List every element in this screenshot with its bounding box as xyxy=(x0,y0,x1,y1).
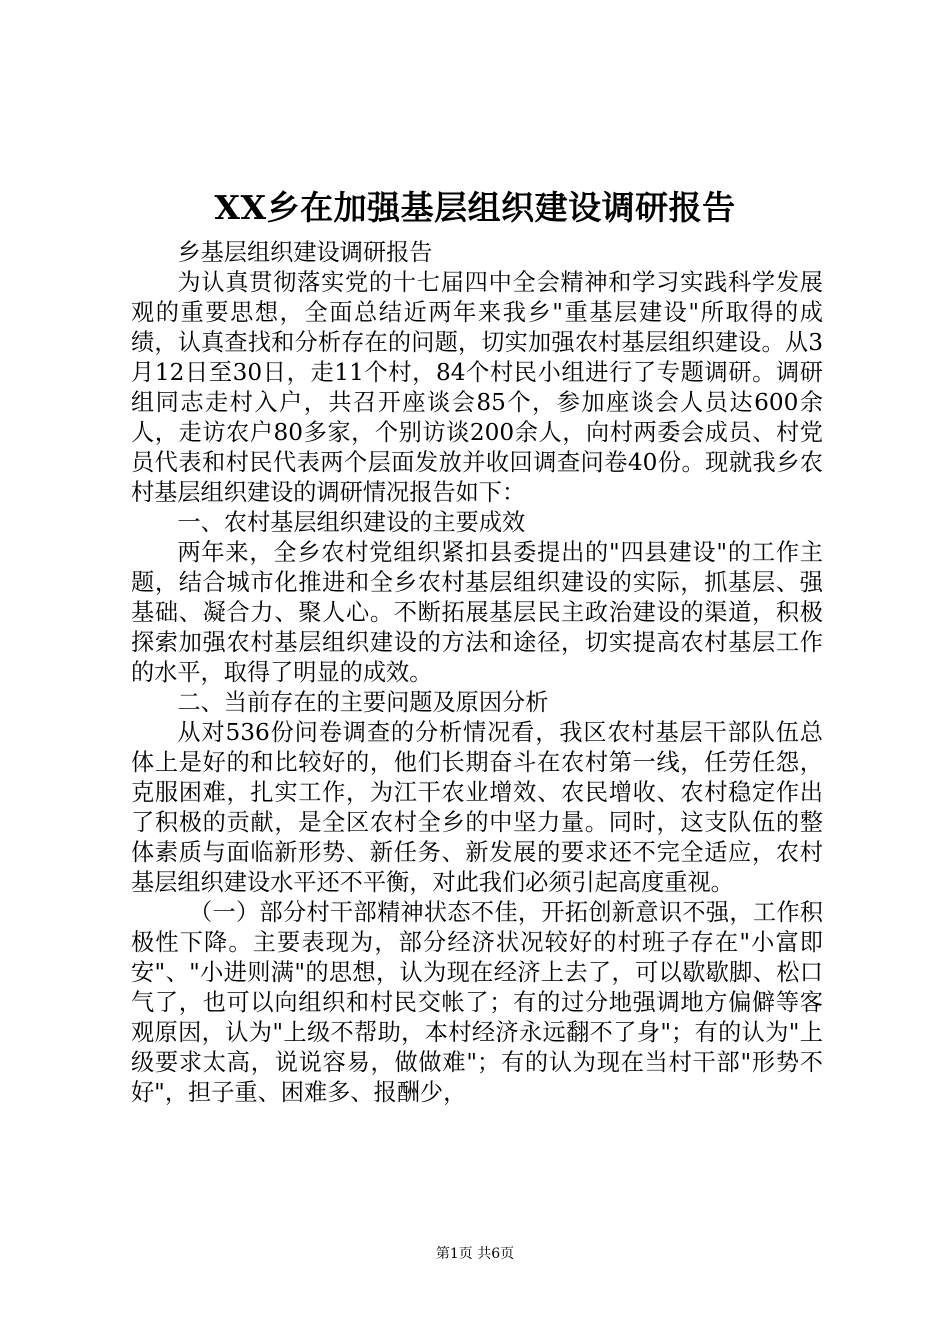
subsection-1-paragraph: （一）部分村干部精神状态不佳，开拓创新意识不强，工作积极性下降。主要表现为，部分经济状况较好的村班子存在"小富即安"、"小进则满"的思想，认为现在经济上去了，可以歇歇脚、松口气了，也可以向组织和村民交帐了；有的过分地强调地方偏僻等客观原因，认为"上级不帮助，本村经济永远翻不了身"；有的认为"上级要求太高，说说容易，做做难"；有的认为现在当村干部"形势不好"，担子重、困难多、报酬少， xyxy=(131,899,823,1106)
intro-paragraph: 为认真贯彻落实党的十七届四中全会精神和学习实践科学发展观的重要思想，全面总结近两年来我乡"重基层建设"所取得的成绩，认真查找和分析存在的问题，切实加强农村基层组织建设。从3月12日至30日，走11个村，84个村民小组进行了专题调研。调研组同志走村入户，共召开座谈会85个，参加座谈会人员达600余人，走访农户80多家，个别访谈200余人，向村两委会成员、村党员代表和村民代表两个层面发放并收回调查问卷40份。现就我乡农村基层组织建设的调研情况报告如下： xyxy=(131,269,823,506)
document-body xyxy=(131,238,823,1108)
document-title: XX乡在加强基层组织建设调研报告 xyxy=(214,188,736,227)
section-heading-1: 一、农村基层组织建设的主要成效 xyxy=(177,509,526,536)
section-heading-2: 二、当前存在的主要问题及原因分析 xyxy=(177,689,549,716)
section-2-paragraph: 从对536份问卷调查的分析情况看，我区农村基层干部队伍总体上是好的和比较好的，他们长期奋斗在农村第一线，任劳任怨，克服困难，扎实工作，为江干农业增效、农民增收、农村稳定作出了积极的贡献，是全区农村全乡的中坚力量。同时，这支队伍的整体素质与面临新形势、新任务、新发展的要求还不完全适应，农村基层组织建设水平还不平衡，对此我们必须引起高度重视。 xyxy=(131,719,823,896)
section-1-paragraph: 两年来，全乡农村党组织紧扣县委提出的"四县建设"的工作主题，结合城市化推进和全乡农村基层组织建设的实际，抓基层、强基础、凝合力、聚人心。不断拓展基层民主政治建设的渠道，积极探索加强农村基层组织建设的方法和途径，切实提高农村基层工作的水平，取得了明显的成效。 xyxy=(131,539,823,686)
page-footer: 第1页 共6页 xyxy=(435,1246,515,1262)
subtitle-paragraph: 乡基层组织建设调研报告 xyxy=(177,239,433,266)
